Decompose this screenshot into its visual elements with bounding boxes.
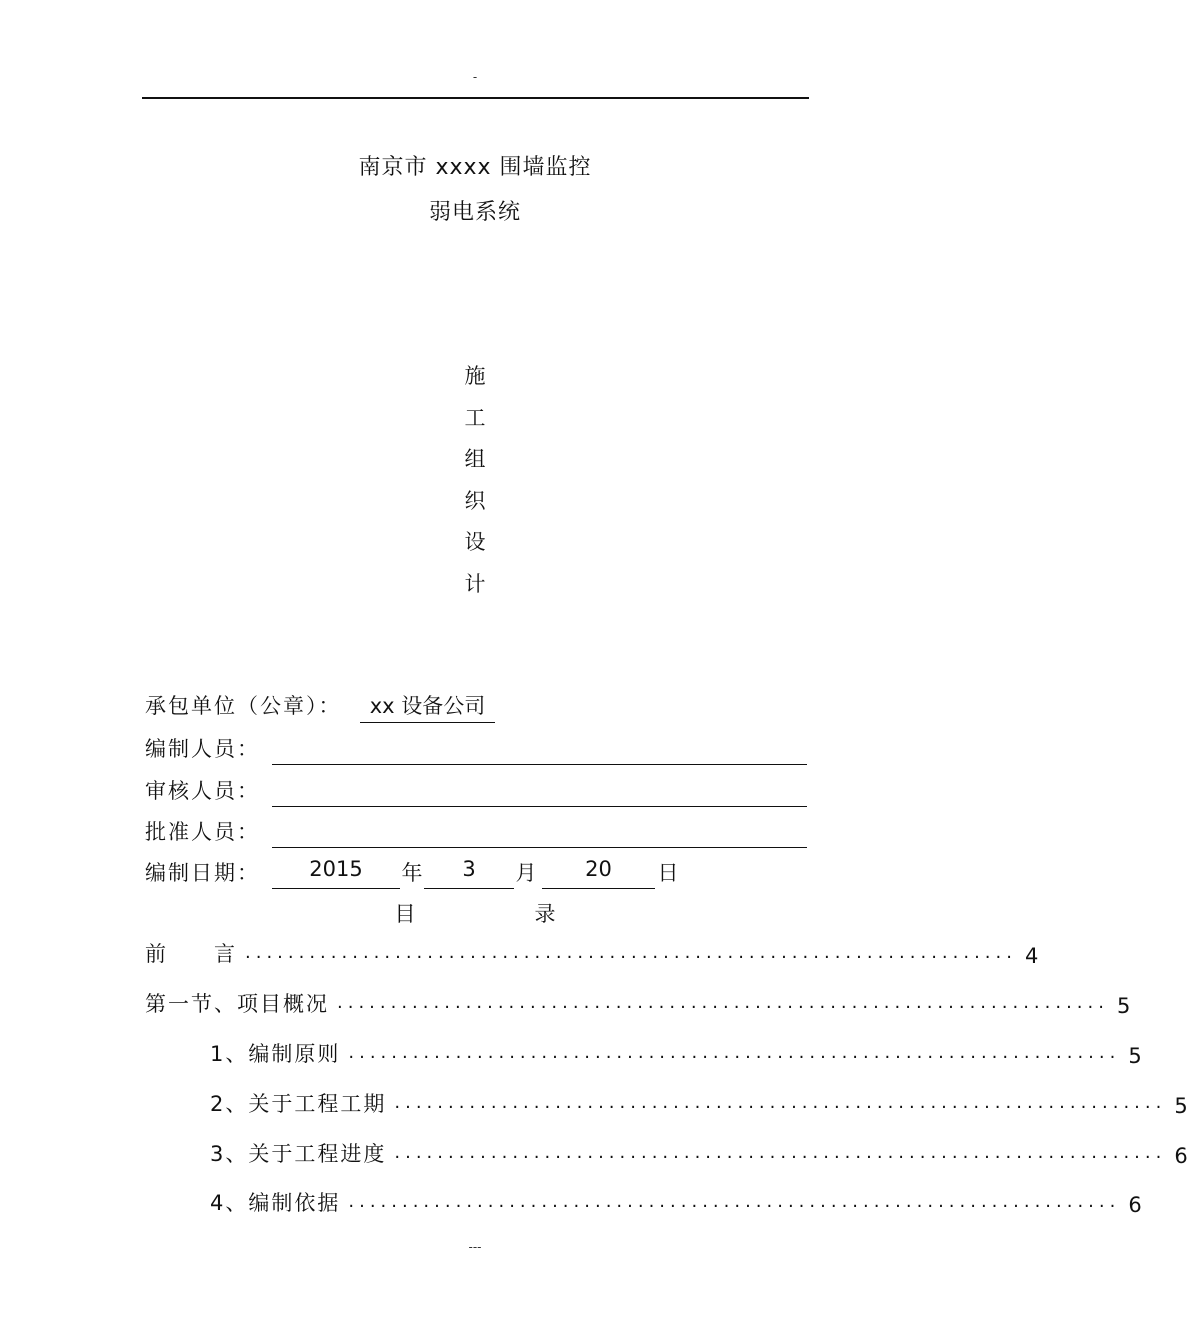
toc-leader-dots: ........................................................................ — [394, 1092, 1167, 1113]
toc-leader-dots: ........................................................................ — [245, 942, 1017, 963]
toc-entry-label: 2、关于工程工期 — [210, 1092, 387, 1116]
toc-entry[interactable] — [210, 1187, 1142, 1217]
approver-signature-line[interactable] — [272, 847, 807, 848]
reviewer-label: 审核人员： — [145, 779, 260, 803]
doc-type-char: 工 — [464, 406, 486, 430]
date-month-underline — [424, 888, 514, 889]
toc-entry[interactable] — [145, 988, 1131, 1018]
date-day-unit: 日 — [657, 861, 679, 885]
date-year-underline — [272, 888, 400, 889]
toc-entry-label: 前 言 — [145, 942, 237, 966]
footer-mark: --- — [468, 1240, 482, 1254]
toc-entry[interactable] — [145, 938, 1039, 968]
toc-entry-label: 3、关于工程进度 — [210, 1142, 387, 1166]
toc-heading-left: 目 — [394, 902, 416, 926]
toc-leader-dots: ........................................................................ — [348, 1191, 1121, 1212]
doc-type-char: 织 — [464, 489, 486, 513]
doc-type-char: 组 — [464, 447, 486, 471]
toc-entry-page: 5 — [1174, 1094, 1188, 1118]
date-label: 编制日期： — [145, 861, 260, 885]
toc-entry-label: 第一节、项目概况 — [145, 992, 329, 1016]
date-month: 3 — [462, 857, 476, 881]
approver-label: 批准人员： — [145, 820, 260, 844]
date-day-underline — [542, 888, 655, 889]
toc-leader-dots: ........................................................................ — [394, 1142, 1167, 1163]
date-year-unit: 年 — [401, 861, 423, 885]
doc-type-char: 施 — [464, 364, 486, 388]
toc-entry-label: 1、编制原则 — [210, 1042, 341, 1066]
header-mark: - — [472, 70, 478, 84]
contractor-label: 承包单位（公章）： — [145, 694, 342, 718]
toc-entry-page: 5 — [1116, 994, 1131, 1018]
toc-entry-page: 5 — [1128, 1044, 1142, 1068]
toc-entry[interactable] — [210, 1138, 1188, 1168]
toc-entry[interactable] — [210, 1088, 1188, 1118]
toc-entry-page: 6 — [1128, 1193, 1142, 1217]
toc-leader-dots: ........................................................................ — [348, 1042, 1121, 1063]
doc-type-char: 设 — [464, 530, 486, 554]
toc-entry[interactable] — [210, 1038, 1142, 1068]
header-rule — [142, 97, 809, 99]
contractor-value: xx 设备公司 — [369, 694, 486, 718]
toc-entry-label: 4、编制依据 — [210, 1191, 341, 1215]
title-line-2: 弱电系统 — [428, 200, 521, 225]
editor-signature-line[interactable] — [272, 764, 807, 765]
date-day: 20 — [585, 857, 612, 881]
doc-type-char: 计 — [464, 572, 486, 596]
contractor-underline — [360, 722, 495, 723]
title-line-1: 南京市 xxxx 围墙监控 — [358, 155, 592, 180]
editor-label: 编制人员： — [145, 737, 260, 761]
date-month-unit: 月 — [515, 861, 537, 885]
toc-heading-right: 录 — [534, 902, 556, 926]
toc-entry-page: 4 — [1024, 944, 1039, 968]
toc-leader-dots: ........................................................................ — [337, 992, 1109, 1013]
date-year: 2015 — [309, 857, 363, 881]
reviewer-signature-line[interactable] — [272, 806, 807, 807]
toc-entry-page: 6 — [1174, 1144, 1188, 1168]
